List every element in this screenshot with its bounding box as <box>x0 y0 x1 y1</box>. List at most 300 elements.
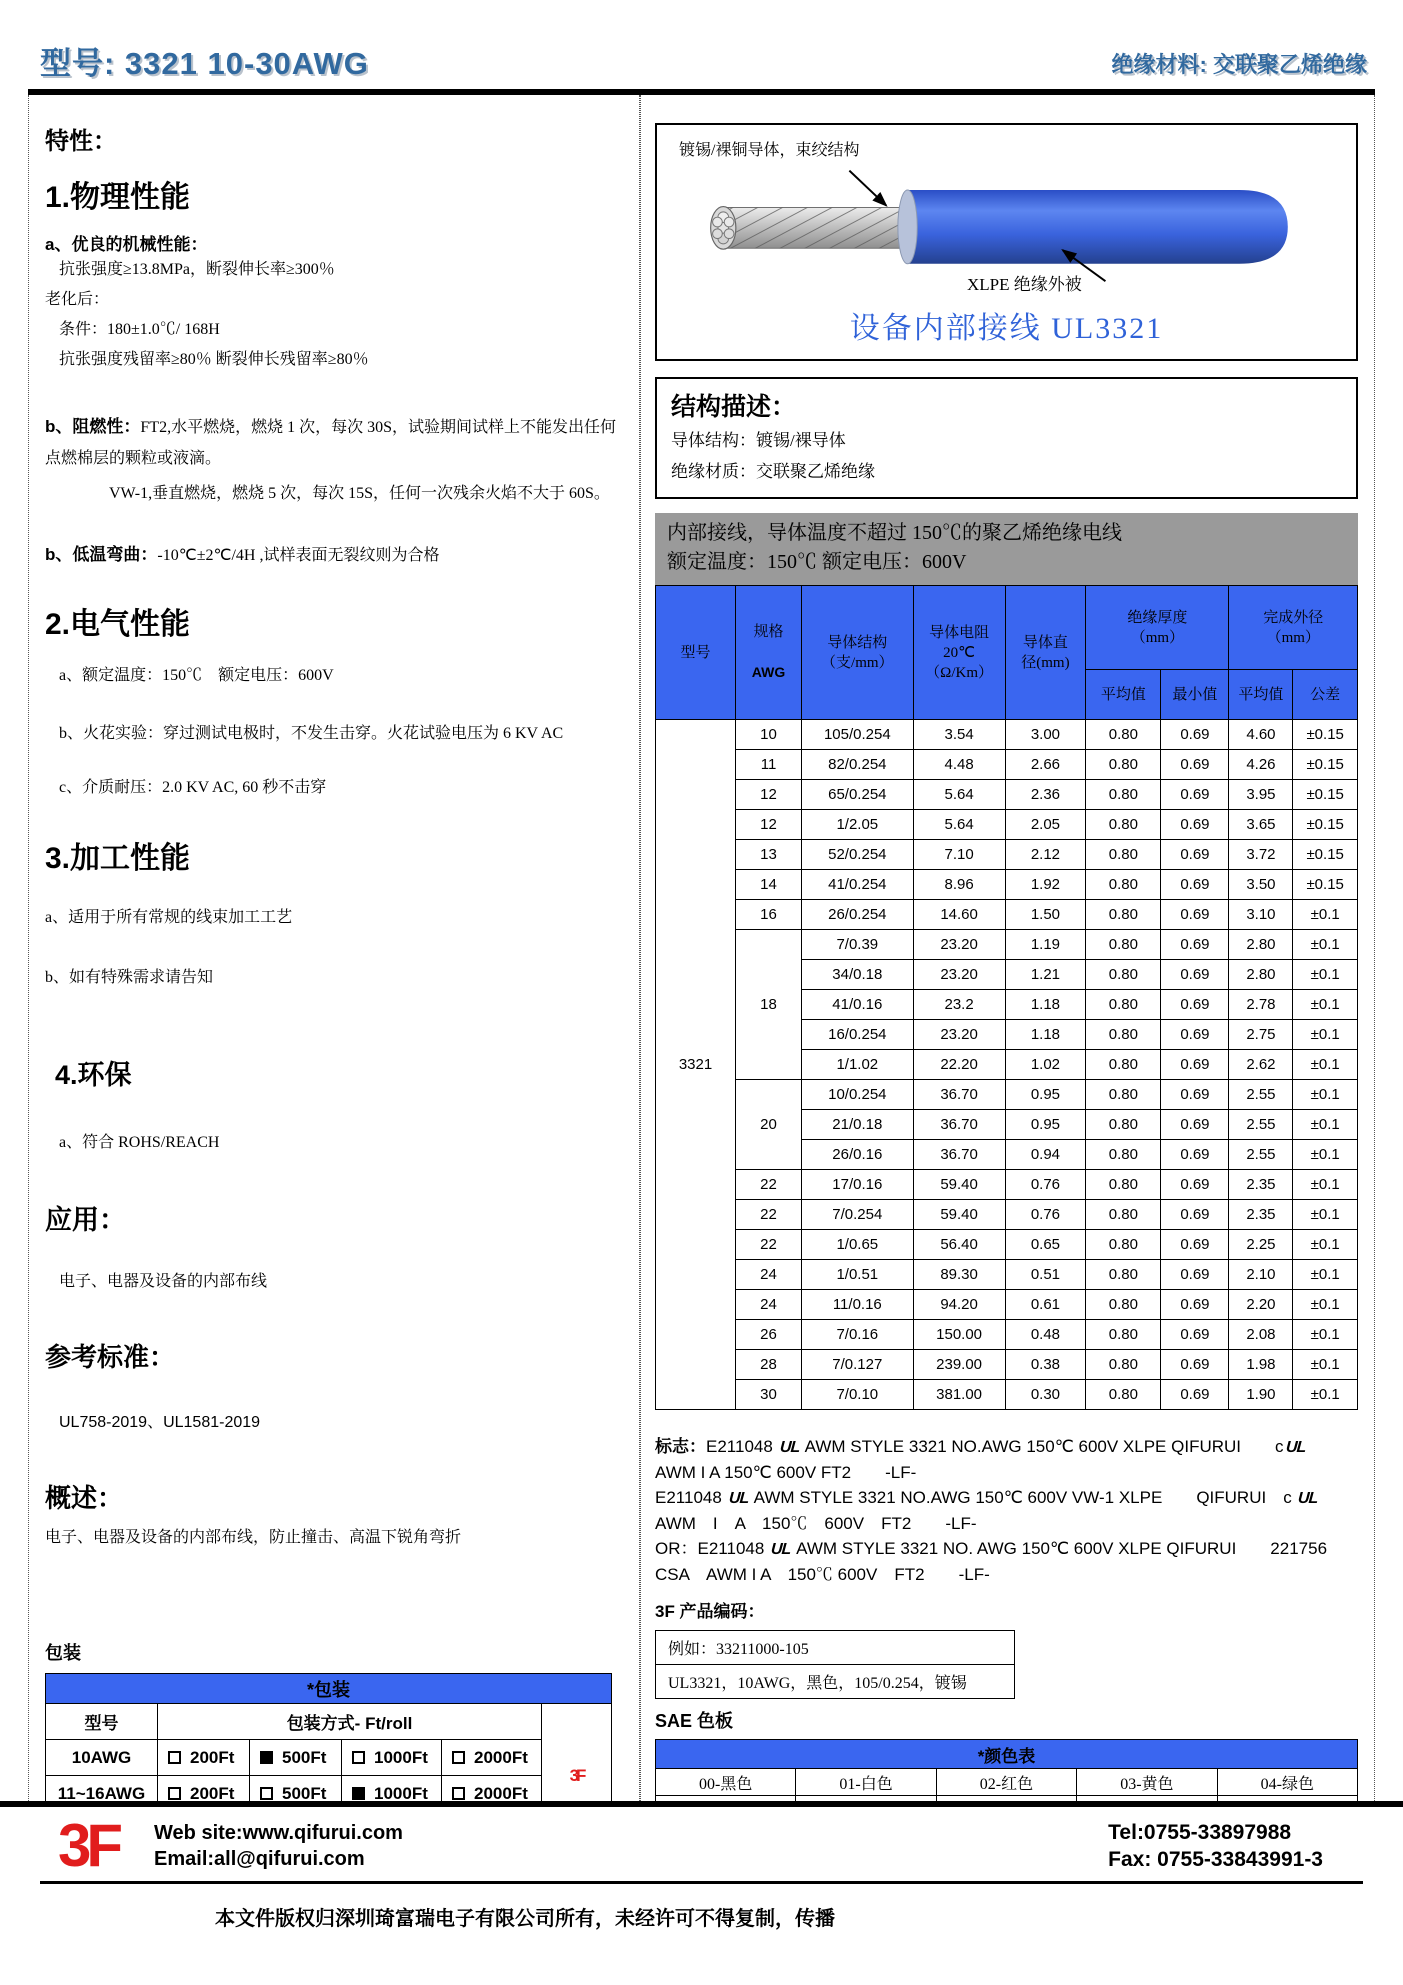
product-code-title: 3F 产品编码： <box>655 1602 765 1621</box>
spec-od-avg-cell: 2.75 <box>1229 1020 1293 1050</box>
spec-resistance-cell: 4.48 <box>913 750 1005 780</box>
spec-od-avg-cell: 2.55 <box>1229 1140 1293 1170</box>
spec-ins-avg-cell: 0.80 <box>1086 930 1161 960</box>
spec-conductor-cell: 10/0.254 <box>802 1080 914 1110</box>
spec-ins-avg-cell: 0.80 <box>1086 840 1161 870</box>
sae-label: SAE 色板 <box>655 1711 734 1731</box>
spec-diameter-cell: 1.18 <box>1005 990 1086 1020</box>
spec-ins-min-cell: 0.69 <box>1161 1170 1229 1200</box>
spec-od-tol-cell: ±0.1 <box>1293 1110 1358 1140</box>
spec-resistance-cell: 23.20 <box>913 960 1005 990</box>
spec-diameter-cell: 1.50 <box>1005 900 1086 930</box>
spec-resistance-cell: 36.70 <box>913 1110 1005 1140</box>
condition-line: 条件：180±1.0℃/ 168H <box>59 321 220 338</box>
spec-row <box>656 930 1358 960</box>
spec-conductor-cell: 26/0.254 <box>802 900 914 930</box>
spec-conductor-cell: 26/0.16 <box>802 1140 914 1170</box>
color-cell: 04-绿色 <box>1217 1769 1357 1796</box>
conductor-label: 镀锡/裸铜导体，束绞结构 <box>679 142 860 159</box>
left-column <box>28 95 640 1801</box>
color-cell: 02-红色 <box>936 1769 1076 1796</box>
spec-ins-avg-cell: 0.80 <box>1086 1350 1161 1380</box>
spec-od-avg-cell: 2.35 <box>1229 1170 1293 1200</box>
page-header <box>0 0 1403 89</box>
spec-ins-avg-cell: 0.80 <box>1086 1110 1161 1140</box>
spec-ins-avg-cell: 0.80 <box>1086 750 1161 780</box>
spec-resistance-cell: 239.00 <box>913 1350 1005 1380</box>
spec-conductor-cell: 65/0.254 <box>802 780 914 810</box>
spec-resistance-cell: 23.20 <box>913 930 1005 960</box>
spec-resistance-cell: 23.2 <box>913 990 1005 1020</box>
spec-od-avg-cell: 2.10 <box>1229 1260 1293 1290</box>
spec-conductor-cell: 17/0.16 <box>802 1170 914 1200</box>
insulation-material-line: 绝缘材质：交联聚乙烯绝缘 <box>671 462 875 481</box>
col-resistance: 导体电阻 20℃ （Ω/Km） <box>913 586 1005 720</box>
spec-conductor-cell: 7/0.127 <box>802 1350 914 1380</box>
spec-od-tol-cell: ±0.1 <box>1293 1170 1358 1200</box>
spec-conductor-cell: 7/0.39 <box>802 930 914 960</box>
spec-ins-min-cell: 0.69 <box>1161 1350 1229 1380</box>
spec-conductor-cell: 21/0.18 <box>802 1110 914 1140</box>
spec-diameter-cell: 2.66 <box>1005 750 1086 780</box>
spec-diameter-cell: 1.19 <box>1005 930 1086 960</box>
footer-website: Web site:www.qifurui.com <box>154 1822 403 1844</box>
packaging-3f-logo: 3F <box>542 1704 612 1802</box>
spec-resistance-cell: 59.40 <box>913 1170 1005 1200</box>
spec-row <box>656 1350 1358 1380</box>
spec-resistance-cell: 381.00 <box>913 1380 1005 1410</box>
col-ins-min: 最小值 <box>1161 670 1229 720</box>
ul-logo-icon: UL <box>1284 1439 1306 1456</box>
spec-diameter-cell: 0.95 <box>1005 1110 1086 1140</box>
spec-ins-min-cell: 0.69 <box>1161 1050 1229 1080</box>
product-code-example: 例如：33211000-105 <box>668 1641 809 1658</box>
spec-od-tol-cell: ±0.15 <box>1293 750 1358 780</box>
spec-diameter-cell: 2.12 <box>1005 840 1086 870</box>
spec-ins-min-cell: 0.69 <box>1161 1290 1229 1320</box>
spec-resistance-cell: 89.30 <box>913 1260 1005 1290</box>
flame-label: b、阻燃性： <box>45 417 141 436</box>
spec-ins-avg-cell: 0.80 <box>1086 1140 1161 1170</box>
col-insulation: 绝缘厚度 （mm） <box>1086 586 1229 670</box>
footer-email: Email:all@qifurui.com <box>154 1848 365 1870</box>
overview-text: 电子、电器及设备的内部布线，防止撞击、高温下锐角弯折 <box>45 1529 462 1546</box>
spec-conductor-cell: 1/0.65 <box>802 1230 914 1260</box>
spec-od-tol-cell: ±0.1 <box>1293 900 1358 930</box>
aging-line: 老化后： <box>45 291 110 308</box>
environment-heading: 4.环保 <box>55 1060 132 1090</box>
spec-conductor-cell: 41/0.16 <box>802 990 914 1020</box>
spec-ins-min-cell: 0.69 <box>1161 1080 1229 1110</box>
mark-line: OR：E211048 UL AWM STYLE 3321 NO. AWG 150℃ 600V XLPE QIFURUI 221756 <box>655 1536 1358 1562</box>
spec-conductor-cell: 7/0.254 <box>802 1200 914 1230</box>
cold-bend-label: b、低温弯曲： <box>45 545 158 564</box>
rated-temp-line: a、额定温度：150℃ 额定电压：600V <box>59 667 334 684</box>
checkbox-icon[interactable] <box>452 1751 465 1764</box>
col-ins-avg: 平均值 <box>1086 670 1161 720</box>
product-code-box <box>655 1630 1015 1699</box>
spec-ins-min-cell: 0.69 <box>1161 750 1229 780</box>
marks-section <box>655 1434 1358 1587</box>
mark-line: E211048 UL AWM STYLE 3321 NO.AWG 150℃ 600V VW-1 XLPE QIFURUI c UL <box>655 1485 1358 1511</box>
spec-diameter-cell: 0.51 <box>1005 1260 1086 1290</box>
checkbox-icon[interactable] <box>260 1787 273 1800</box>
right-column <box>640 95 1375 1801</box>
spec-ins-avg-cell: 0.80 <box>1086 870 1161 900</box>
color-table-title-row <box>656 1740 1358 1769</box>
mark-line: AWM I A 150℃ 600V FT2 -LF- <box>655 1514 977 1533</box>
packaging-option[interactable]: 200Ft <box>158 1740 250 1776</box>
spec-diameter-cell: 1.02 <box>1005 1050 1086 1080</box>
mark-line: 标志：E211048 UL AWM STYLE 3321 NO.AWG 150℃ 600V XLPE QIFURUI cUL <box>655 1434 1358 1460</box>
standards-text: UL758-2019、UL1581-2019 <box>59 1414 261 1431</box>
wire-caption: 设备内部接线 UL3321 <box>849 312 1164 345</box>
color-row <box>656 1769 1358 1796</box>
spec-conductor-cell: 7/0.10 <box>802 1380 914 1410</box>
packaging-model-cell: 11~16AWG <box>46 1776 158 1802</box>
footer-fax: Fax: 0755-33843991-3 <box>1108 1848 1323 1871</box>
spec-od-avg-cell: 2.80 <box>1229 960 1293 990</box>
packaging-col-method: 包装方式- Ft/roll <box>158 1704 542 1740</box>
spec-od-tol-cell: ±0.15 <box>1293 810 1358 840</box>
packaging-option[interactable]: 2000Ft <box>442 1776 542 1802</box>
color-cell <box>656 1796 796 1802</box>
packaging-tbody <box>46 1674 612 1802</box>
spec-row <box>656 1320 1358 1350</box>
spec-conductor-cell: 1/2.05 <box>802 810 914 840</box>
spec-od-tol-cell: ±0.15 <box>1293 840 1358 870</box>
spec-table <box>655 585 1358 1410</box>
processing-b-line: b、如有特殊需求请告知 <box>45 969 214 986</box>
spec-conductor-cell: 11/0.16 <box>802 1290 914 1320</box>
spec-ins-avg-cell: 0.80 <box>1086 900 1161 930</box>
spec-ins-min-cell: 0.69 <box>1161 720 1229 750</box>
packaging-option[interactable]: 500Ft <box>250 1776 342 1802</box>
spec-diameter-cell: 2.36 <box>1005 780 1086 810</box>
spec-ins-min-cell: 0.69 <box>1161 1020 1229 1050</box>
spec-diameter-cell: 0.38 <box>1005 1350 1086 1380</box>
col-diameter: 导体直 径(mm) <box>1005 586 1086 720</box>
page-title: 型号: 3321 10-30AWG <box>40 46 369 81</box>
spec-resistance-cell: 3.54 <box>913 720 1005 750</box>
spec-diameter-cell: 0.65 <box>1005 1230 1086 1260</box>
col-od-avg: 平均值 <box>1229 670 1293 720</box>
packaging-title: *包装 <box>46 1674 612 1704</box>
spec-conductor-cell: 34/0.18 <box>802 960 914 990</box>
spec-resistance-cell: 14.60 <box>913 900 1005 930</box>
spec-diameter-cell: 1.18 <box>1005 1020 1086 1050</box>
insulation-label: XLPE 绝缘外被 <box>967 275 1082 294</box>
checkbox-icon[interactable] <box>168 1751 181 1764</box>
col-model: 型号 <box>656 586 736 720</box>
spec-resistance-cell: 36.70 <box>913 1140 1005 1170</box>
cold-bend-text: -10℃±2℃/4H ,试样表面无裂纹则为合格 <box>157 547 440 564</box>
spec-od-avg-cell: 2.62 <box>1229 1050 1293 1080</box>
packaging-col-model: 型号 <box>46 1704 158 1740</box>
spec-awg-cell: 18 <box>736 930 802 1080</box>
spec-row <box>656 810 1358 840</box>
application-heading: 应用： <box>45 1205 126 1235</box>
spec-diameter-cell: 0.30 <box>1005 1380 1086 1410</box>
spec-ins-min-cell: 0.69 <box>1161 960 1229 990</box>
spec-ins-avg-cell: 0.80 <box>1086 780 1161 810</box>
spec-diameter-cell: 0.48 <box>1005 1320 1086 1350</box>
spec-awg-cell: 22 <box>736 1230 802 1260</box>
spec-conductor-cell: 52/0.254 <box>802 840 914 870</box>
spec-ins-avg-cell: 0.80 <box>1086 1320 1161 1350</box>
spec-row <box>656 1380 1358 1410</box>
spec-awg-cell: 16 <box>736 900 802 930</box>
overview-heading: 概述： <box>45 1483 124 1513</box>
spec-awg-cell: 22 <box>736 1170 802 1200</box>
spec-awg-cell: 26 <box>736 1320 802 1350</box>
wire-illustration-icon <box>667 161 1346 286</box>
spec-awg-cell: 11 <box>736 750 802 780</box>
conductor-structure-line: 导体结构：镀锡/裸导体 <box>671 431 846 450</box>
spec-row <box>656 1170 1358 1200</box>
color-cell <box>796 1796 936 1802</box>
flame-text: FT2,水平燃烧，燃烧 1 次，每次 30S，试验期间试样上不能发出任何点燃棉层的颗粒或液滴。 <box>45 419 616 467</box>
cold-bend-paragraph <box>45 539 623 571</box>
spec-ins-avg-cell: 0.80 <box>1086 990 1161 1020</box>
footer <box>0 1807 1403 1879</box>
spec-od-tol-cell: ±0.1 <box>1293 1020 1358 1050</box>
spec-od-tol-cell: ±0.1 <box>1293 1380 1358 1410</box>
spec-ins-min-cell: 0.69 <box>1161 1320 1229 1350</box>
packaging-title-row <box>46 1674 612 1704</box>
spec-od-tol-cell: ±0.15 <box>1293 870 1358 900</box>
spec-ins-avg-cell: 0.80 <box>1086 1230 1161 1260</box>
checkbox-icon[interactable] <box>352 1751 365 1764</box>
spec-resistance-cell: 22.20 <box>913 1050 1005 1080</box>
spec-diameter-cell: 1.21 <box>1005 960 1086 990</box>
spec-ins-min-cell: 0.69 <box>1161 1200 1229 1230</box>
spec-od-tol-cell: ±0.1 <box>1293 990 1358 1020</box>
packaging-option[interactable]: 1000Ft <box>342 1740 442 1776</box>
spec-od-avg-cell: 3.95 <box>1229 780 1293 810</box>
packaging-row <box>46 1776 612 1802</box>
spec-awg-cell: 12 <box>736 810 802 840</box>
spec-conductor-cell: 16/0.254 <box>802 1020 914 1050</box>
spec-resistance-cell: 56.40 <box>913 1230 1005 1260</box>
spec-od-avg-cell: 3.72 <box>1229 840 1293 870</box>
color-table <box>655 1739 1358 1801</box>
spec-resistance-cell: 5.64 <box>913 810 1005 840</box>
spec-od-avg-cell: 2.78 <box>1229 990 1293 1020</box>
spec-diameter-cell: 0.61 <box>1005 1290 1086 1320</box>
spec-table-body <box>656 586 1358 1410</box>
spec-awg-cell: 10 <box>736 720 802 750</box>
spec-od-avg-cell: 2.80 <box>1229 930 1293 960</box>
spec-ins-min-cell: 0.69 <box>1161 810 1229 840</box>
checkbox-icon[interactable] <box>260 1751 273 1764</box>
spec-resistance-cell: 150.00 <box>913 1320 1005 1350</box>
tensile-line: 抗张强度≥13.8MPa，断裂伸长率≥300％ <box>59 261 335 278</box>
spec-od-avg-cell: 4.26 <box>1229 750 1293 780</box>
spec-conductor-cell: 1/1.02 <box>802 1050 914 1080</box>
spark-test-line: b、火花实验：穿过测试电极时，不发生击穿。火花试验电压为 6 KV AC <box>59 725 564 742</box>
spec-conductor-cell: 105/0.254 <box>802 720 914 750</box>
spec-ins-min-cell: 0.69 <box>1161 1260 1229 1290</box>
features-title: 特性： <box>45 128 117 155</box>
spec-ins-avg-cell: 0.80 <box>1086 1380 1161 1410</box>
spec-od-tol-cell: ±0.1 <box>1293 1230 1358 1260</box>
electrical-heading: 2.电气性能 <box>45 608 191 641</box>
footer-3f-logo: 3F <box>58 1812 119 1879</box>
spec-od-avg-cell: 2.55 <box>1229 1080 1293 1110</box>
spec-resistance-cell: 5.64 <box>913 780 1005 810</box>
spec-awg-cell: 28 <box>736 1350 802 1380</box>
spec-band-line1: 内部接线，导体温度不超过 150℃的聚乙烯绝缘电线 <box>667 522 1122 544</box>
spec-awg-cell: 30 <box>736 1380 802 1410</box>
spec-awg-cell: 22 <box>736 1200 802 1230</box>
spec-row <box>656 1290 1358 1320</box>
spec-diameter-cell: 0.76 <box>1005 1200 1086 1230</box>
spec-ins-avg-cell: 0.80 <box>1086 1290 1161 1320</box>
spec-awg-cell: 20 <box>736 1080 802 1170</box>
spec-row <box>656 750 1358 780</box>
ul-logo-icon: UL <box>1297 1490 1319 1507</box>
spec-diameter-cell: 0.76 <box>1005 1170 1086 1200</box>
application-text: 电子、电器及设备的内部布线 <box>59 1273 268 1290</box>
color-cell: 00-黑色 <box>656 1769 796 1796</box>
spec-od-avg-cell: 3.65 <box>1229 810 1293 840</box>
spec-od-avg-cell: 1.90 <box>1229 1380 1293 1410</box>
spec-od-tol-cell: ±0.1 <box>1293 1350 1358 1380</box>
footer-contact-left <box>154 1820 403 1872</box>
spec-conductor-cell: 41/0.254 <box>802 870 914 900</box>
spec-model-cell: 3321 <box>656 720 736 1410</box>
mark-line: CSA AWM I A 150℃ 600V FT2 -LF- <box>655 1565 990 1584</box>
color-cell: 01-白色 <box>796 1769 936 1796</box>
spec-row <box>656 780 1358 810</box>
packaging-option[interactable]: 200Ft <box>158 1776 250 1802</box>
marks-lines <box>655 1434 1358 1587</box>
spec-row <box>656 1080 1358 1110</box>
spec-resistance-cell: 7.10 <box>913 840 1005 870</box>
color-cell <box>1077 1796 1217 1802</box>
color-cell <box>936 1796 1076 1802</box>
spec-od-avg-cell: 2.35 <box>1229 1200 1293 1230</box>
packaging-option[interactable]: 1000Ft <box>342 1776 442 1802</box>
spec-header-row-1 <box>656 586 1358 670</box>
col-awg: 规格 AWG <box>736 586 802 720</box>
packaging-header-row <box>46 1704 612 1740</box>
marks-label: 标志： <box>655 1437 706 1456</box>
retention-line: 抗张强度残留率≥80％ 断裂伸长残留率≥80％ <box>59 351 369 368</box>
spec-ins-avg-cell: 0.80 <box>1086 1020 1161 1050</box>
packaging-option[interactable]: 500Ft <box>250 1740 342 1776</box>
spec-od-tol-cell: ±0.15 <box>1293 720 1358 750</box>
ul-logo-icon: UL <box>727 1490 749 1507</box>
spec-ins-min-cell: 0.69 <box>1161 1110 1229 1140</box>
spec-od-avg-cell: 2.20 <box>1229 1290 1293 1320</box>
footer-rule <box>40 1881 1363 1884</box>
spec-row <box>656 1200 1358 1230</box>
spec-od-avg-cell: 2.08 <box>1229 1320 1293 1350</box>
spec-awg-cell: 14 <box>736 870 802 900</box>
spec-od-avg-cell: 4.60 <box>1229 720 1293 750</box>
col-od: 完成外径 （mm） <box>1229 586 1358 670</box>
spec-ins-avg-cell: 0.80 <box>1086 960 1161 990</box>
wire-diagram <box>655 123 1358 361</box>
spec-od-tol-cell: ±0.1 <box>1293 1050 1358 1080</box>
color-row <box>656 1796 1358 1802</box>
color-cell: 03-黄色 <box>1077 1769 1217 1796</box>
mechanical-subheading: a、优良的机械性能： <box>45 235 208 254</box>
processing-a-line: a、适用于所有常规的线束加工工艺 <box>45 909 293 926</box>
checkbox-icon[interactable] <box>452 1787 465 1800</box>
ul-logo-icon: UL <box>778 1439 800 1456</box>
checkbox-icon[interactable] <box>168 1787 181 1800</box>
spec-ins-avg-cell: 0.80 <box>1086 1200 1161 1230</box>
spec-resistance-cell: 59.40 <box>913 1200 1005 1230</box>
spec-diameter-cell: 1.92 <box>1005 870 1086 900</box>
standards-heading: 参考标准： <box>45 1342 176 1372</box>
structure-box <box>655 377 1358 499</box>
packaging-option[interactable]: 2000Ft <box>442 1740 542 1776</box>
spec-resistance-cell: 23.20 <box>913 1020 1005 1050</box>
processing-heading: 3.加工性能 <box>45 842 191 875</box>
footer-tel: Tel:0755-33897988 <box>1108 1821 1292 1844</box>
rohs-line: a、符合 ROHS/REACH <box>59 1134 220 1151</box>
spec-od-tol-cell: ±0.1 <box>1293 930 1358 960</box>
spec-row <box>656 1260 1358 1290</box>
spec-ins-min-cell: 0.69 <box>1161 990 1229 1020</box>
packaging-label: 包装 <box>45 1643 81 1663</box>
spec-ins-avg-cell: 0.80 <box>1086 1080 1161 1110</box>
spec-od-tol-cell: ±0.1 <box>1293 1200 1358 1230</box>
spec-band <box>655 513 1358 585</box>
checkbox-icon[interactable] <box>352 1787 365 1800</box>
spec-od-tol-cell: ±0.1 <box>1293 1290 1358 1320</box>
spec-ins-avg-cell: 0.80 <box>1086 1260 1161 1290</box>
spec-od-avg-cell: 3.10 <box>1229 900 1293 930</box>
spec-ins-avg-cell: 0.80 <box>1086 1170 1161 1200</box>
spec-conductor-cell: 7/0.16 <box>802 1320 914 1350</box>
spec-awg-cell: 12 <box>736 780 802 810</box>
packaging-row <box>46 1740 612 1776</box>
spec-od-tol-cell: ±0.1 <box>1293 1320 1358 1350</box>
ul-logo-icon: UL <box>770 1541 791 1558</box>
spec-od-tol-cell: ±0.15 <box>1293 780 1358 810</box>
spec-ins-avg-cell: 0.80 <box>1086 720 1161 750</box>
spec-ins-min-cell: 0.69 <box>1161 900 1229 930</box>
footer-copyright: 本文件版权归深圳琦富瑞电子有限公司所有，未经许可不得复制，传播 <box>215 1908 835 1930</box>
flame-paragraph <box>45 411 623 474</box>
spec-row <box>656 720 1358 750</box>
structure-title: 结构描述： <box>671 393 797 421</box>
spec-diameter-cell: 3.00 <box>1005 720 1086 750</box>
spec-resistance-cell: 36.70 <box>913 1080 1005 1110</box>
spec-ins-min-cell: 0.69 <box>1161 840 1229 870</box>
spec-ins-avg-cell: 0.80 <box>1086 1050 1161 1080</box>
spec-awg-cell: 24 <box>736 1290 802 1320</box>
content-columns <box>28 95 1375 1801</box>
col-conductor: 导体结构 （支/mm） <box>802 586 914 720</box>
flame-paragraph-2: VW-1,垂直燃烧，燃烧 5 次，每次 15S，任何一次残余火焰不大于 60S。 <box>109 485 610 502</box>
spec-diameter-cell: 0.95 <box>1005 1080 1086 1110</box>
spec-od-tol-cell: ±0.1 <box>1293 1260 1358 1290</box>
color-cell <box>1217 1796 1357 1802</box>
insulation-material-label: 绝缘材料: 交联聚乙烯绝缘 <box>1111 52 1367 77</box>
physical-heading: 1.物理性能 <box>45 181 191 214</box>
spec-ins-min-cell: 0.69 <box>1161 1140 1229 1170</box>
spec-band-line2: 额定温度：150℃ 额定电压：600V <box>667 551 967 573</box>
spec-ins-avg-cell: 0.80 <box>1086 810 1161 840</box>
spec-ins-min-cell: 0.69 <box>1161 1380 1229 1410</box>
spec-od-avg-cell: 3.50 <box>1229 870 1293 900</box>
